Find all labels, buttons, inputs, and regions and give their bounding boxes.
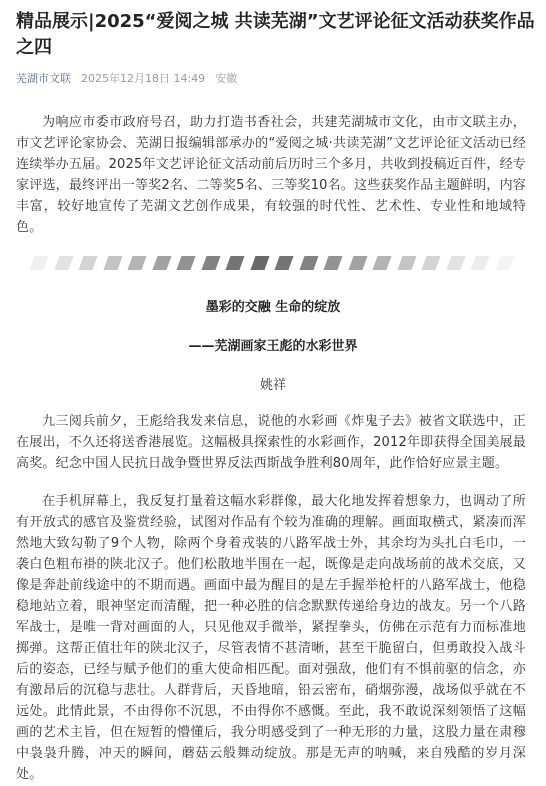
divider-block <box>275 256 294 270</box>
divider-block <box>397 256 416 270</box>
divider-block <box>373 256 392 270</box>
publish-date: 2025年12月18日 14:49 <box>81 72 206 85</box>
divider-block <box>495 256 514 270</box>
publish-location: 安徽 <box>215 72 238 85</box>
divider-block <box>348 256 367 270</box>
divider-block <box>103 256 122 270</box>
article-meta <box>16 70 237 86</box>
divider-block <box>29 256 48 270</box>
article-title: 精品展示|2025“爱阅之城 共读芜湖”文艺评论征文活动获奖作品之四 <box>16 11 535 58</box>
divider-block <box>78 256 97 270</box>
intro-paragraph: 为响应市委市政府号召，助力打造书香社会，共建芜湖城市文化，由市文联主办，市文艺评论家协会、芜湖日报编辑部承办的“爱阅之城·共读芜湖”文艺评论征文活动已经连续举办五届。2025年文艺评论征文活动前后历时三个多月，共收到投稿近百件，经专家评选，最终评出一等奖2名、二等奖5名、三等奖10名。这些获奖作品主题鲜明，内容丰富，较好地宣传了芜湖文艺创作成果，有较强的时代性、艺术性、专业性和地域特色。 <box>16 115 526 235</box>
divider-block <box>299 256 318 270</box>
essay-subtitle: ——芜湖画家王彪的水彩世界 <box>188 339 358 354</box>
divider-block <box>128 256 147 270</box>
divider-block <box>250 256 269 270</box>
divider-block <box>446 256 465 270</box>
divider-block <box>226 256 245 270</box>
divider-block <box>54 256 73 270</box>
essay-author: 姚祥 <box>259 378 286 393</box>
essay-title: 墨彩的交融 生命的绽放 <box>205 300 341 315</box>
divider-block <box>324 256 343 270</box>
account-name-link[interactable]: 芜湖市文联 <box>16 72 71 85</box>
divider-block <box>201 256 220 270</box>
divider-block <box>422 256 441 270</box>
body-paragraph-2: 在手机屏幕上，我反复打量着这幅水彩群像，最大化地发挥着想象力，也调动了所有开放式的感官及鉴赏经验，试图对作品有个较为准确的理解。画面取横式，紧凑而浑然地大致勾勒了9个人物，除两个身着戎装的八路军战士外，其余均为头扎白毛巾，一袭白色粗布褂的陕北汉子。他们松散地半围在一起，既像是走向战场前的战术交底，又像是奔赴前线途中的不期而遇。画面中最为醒目的是左手握举枪杆的八路军战士，他稳稳地站立着，眼神坚定而清醒，把一种必胜的信念默默传递给身边的战友。另一个八路军战士，是唯一背对画面的人，只见他双手微举，紧捏拳头，仿佛在示范有力而标准地掷弹。这帮正值壮年的陕北汉子，尽管表情不甚清晰，甚至干脆留白，但勇敢投入战斗后的姿态，已经与赋予他们的重大使命相匹配。面对强敌，他们有不惧前驱的信念，亦有激昂后的沉稳与悲壮。人群背后，天昏地暗，铅云密布，硝烟弥漫，战场似乎就在不远处。此情此景，不由得你不沉思，不由得你不感慨。至此，我不敢说深刻领悟了这幅画的艺术主旨，但在短暂的懵懂后，我分明感受到了一种无形的力量，这股力量在肃穆中袅袅升腾，冲天的瞬间，蘑菇云般舞动绽放。那是无声的呐喊，来自残酷的岁月深处。 <box>16 494 526 782</box>
body-paragraph-1: 九三阅兵前夕，王彪给我发来信息，说他的水彩画《炸鬼子去》被省文联选中，正在展出，不久还将送香港展览。这幅极具探索性的水彩画作，2012年即获得全国美展最高奖。纪念中国人民抗日战争暨世界反法西斯战争胜利80周年，此作恰好应景主题。 <box>16 414 526 471</box>
divider-block <box>471 256 490 270</box>
decorative-divider <box>32 256 512 270</box>
divider-block <box>177 256 196 270</box>
divider-block <box>152 256 171 270</box>
